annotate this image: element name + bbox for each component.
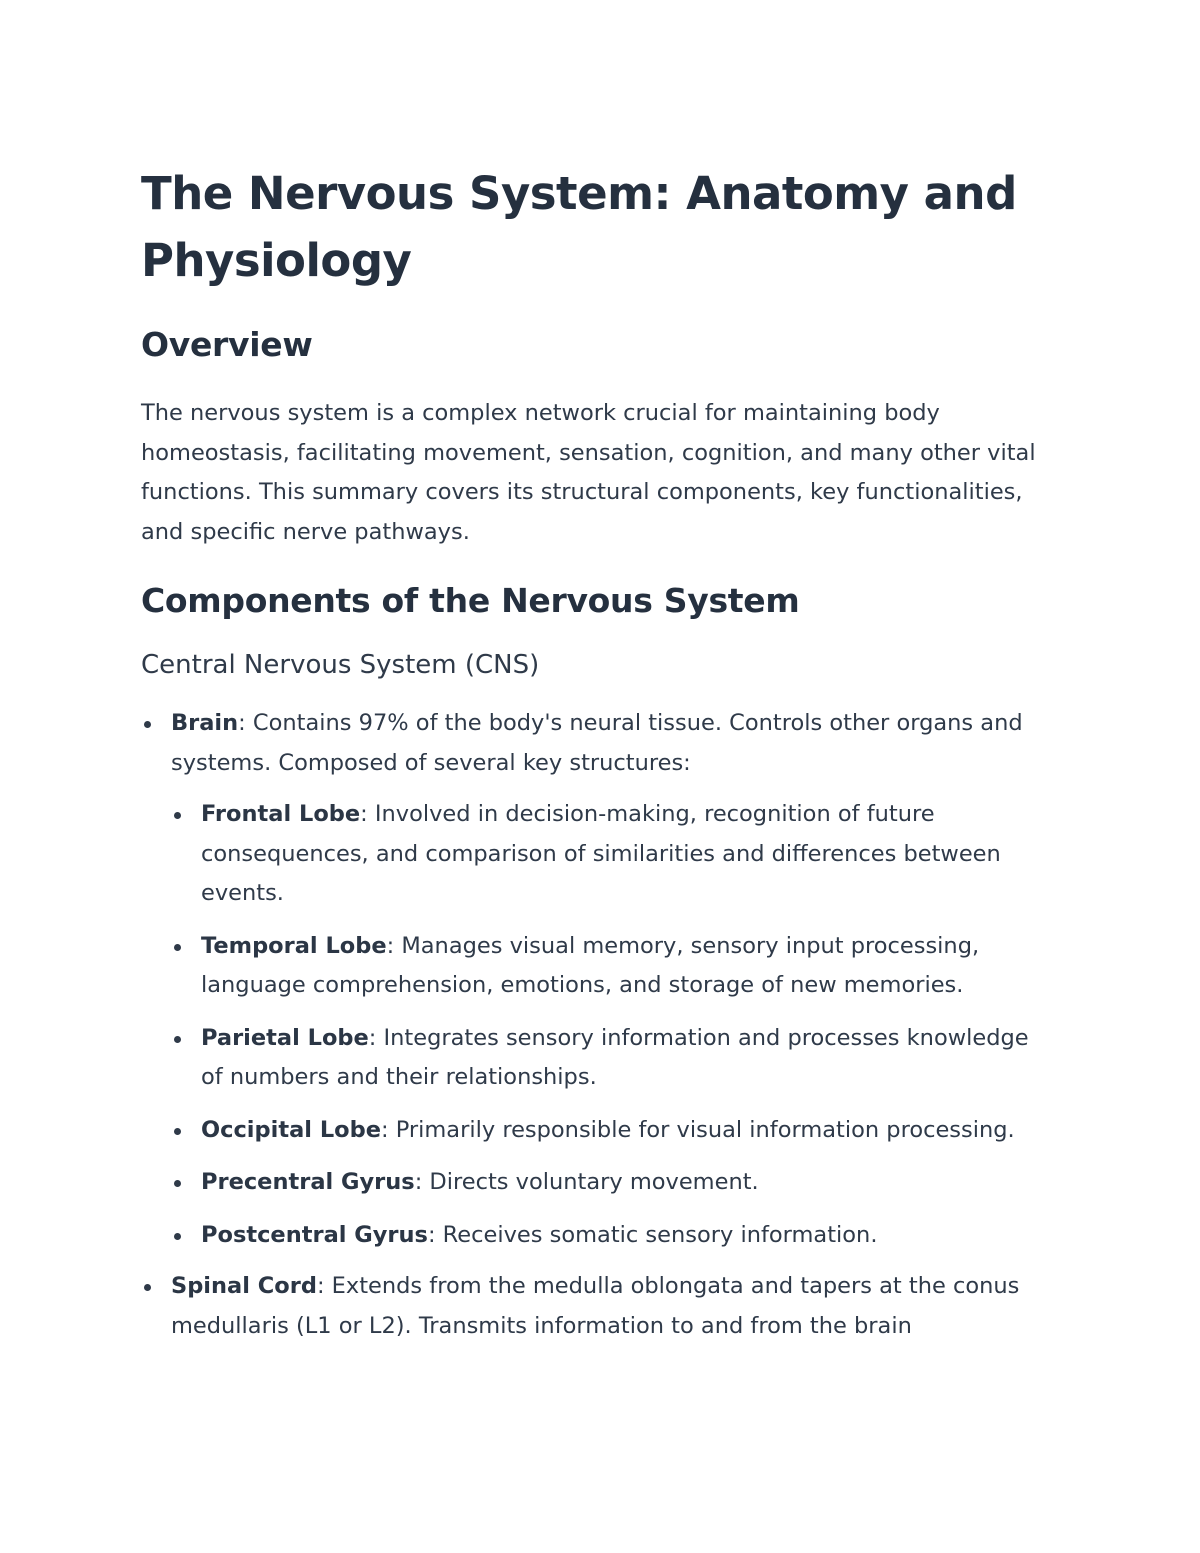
page-title: The Nervous System: Anatomy and Physiology xyxy=(141,167,1017,287)
components-heading: Components of the Nervous System xyxy=(141,581,800,620)
overview-paragraph: The nervous system is a complex network crucial for maintaining body homeostasis, facilitating movement, sensation, cognition, and many other vital functions. This summary covers its structural components, key functionalities, and specific nerve pathways. xyxy=(141,400,1036,545)
brain-term: Brain xyxy=(171,710,239,736)
list-item-brain xyxy=(141,704,1056,1255)
brain-description: : Contains 97% of the body's neural tissue. Controls other organs and systems. Composed of several key structures: xyxy=(171,710,1023,776)
structure-description: : Manages visual memory, sensory input processing, language comprehension, emotions, and storage of new memories. xyxy=(201,932,980,998)
structure-term: Postcentral Gyrus xyxy=(201,1221,428,1248)
structure-term: Precentral Gyrus xyxy=(201,1169,415,1195)
bullet-icon xyxy=(174,1128,181,1135)
bullet-icon xyxy=(174,1180,181,1187)
list-item-postcentral-gyrus xyxy=(171,1216,1056,1256)
structure-term: Occipital Lobe xyxy=(201,1116,381,1143)
list-item-precentral-gyrus xyxy=(171,1163,1056,1203)
brain-structures-list xyxy=(171,795,1056,1255)
structure-term: Frontal Lobe xyxy=(201,801,361,827)
structure-description: : Directs voluntary movement. xyxy=(414,1169,759,1195)
document-page xyxy=(141,160,1056,1346)
bullet-icon xyxy=(174,812,181,819)
list-item-spinal-cord xyxy=(141,1267,1056,1346)
cns-list xyxy=(141,704,1056,1346)
structure-term: Parietal Lobe xyxy=(201,1024,369,1051)
overview-heading: Overview xyxy=(141,325,313,364)
bullet-icon xyxy=(144,721,151,728)
structure-description: : Receives somatic sensory information. xyxy=(427,1221,878,1248)
structure-description: : Involved in decision-making, recognition of future consequences, and comparison of similarities and differences between events. xyxy=(201,801,1001,906)
bullet-icon xyxy=(174,1233,181,1240)
bullet-icon xyxy=(144,1284,151,1291)
bullet-icon xyxy=(174,944,181,951)
structure-term: Temporal Lobe xyxy=(201,932,387,959)
list-item-frontal-lobe xyxy=(171,795,1056,914)
structure-description: : Integrates sensory information and processes knowledge of numbers and their relationships. xyxy=(201,1024,1029,1090)
spinal-cord-description: : Extends from the medulla oblongata and tapers at the conus medullaris (L1 or L2). Transmits information to and from the brain xyxy=(171,1273,1020,1339)
structure-description: : Primarily responsible for visual information processing. xyxy=(380,1116,1015,1143)
cns-heading: Central Nervous System (CNS) xyxy=(141,650,540,680)
list-item-parietal-lobe xyxy=(171,1019,1056,1098)
list-item-temporal-lobe xyxy=(171,927,1056,1006)
list-item-occipital-lobe xyxy=(171,1111,1056,1151)
bullet-icon xyxy=(174,1036,181,1043)
spinal-cord-term: Spinal Cord xyxy=(171,1273,317,1299)
